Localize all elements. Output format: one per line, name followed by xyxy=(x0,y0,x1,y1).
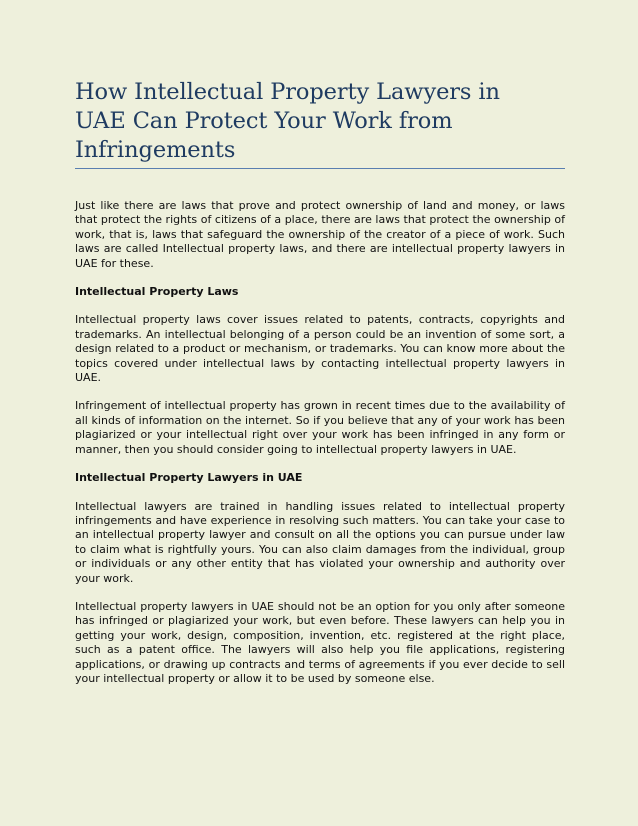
paragraph-laws-1: Intellectual property laws cover issues related to patents, contracts, copyrights and trademarks. An intellectual belonging of a person could be an invention of some sort, a design related to a product or mechanism, or trademarks. You can know more about the topics covered under intellectual laws by contacting intellectual property lawyers in UAE. xyxy=(75,313,565,385)
document-title xyxy=(75,78,565,165)
section-heading-lawyers: Intellectual Property Lawyers in UAE xyxy=(75,471,303,485)
title-underline xyxy=(75,168,565,169)
title-line-1: How Intellectual Property Lawyers in xyxy=(75,79,500,105)
paragraph-lawyers-2: Intellectual property lawyers in UAE should not be an option for you only after someone has infringed or plagiarized your work, but even before. These lawyers can help you in getting your work, design, composition, invention, etc. registered at the right place, such as a patent office. The lawyers will also help you file applications, registering applications, or drawing up contracts and terms of agreements if you ever decide to sell your intellectual property or allow it to be used by someone else. xyxy=(75,599,565,685)
paragraph-lawyers-1: Intellectual lawyers are trained in handling issues related to intellectual property infringements and have experience in resolving such matters. You can take your case to an intellectual property lawyer and consult on all the options you can pursue under law to claim what is rightfully yours. You can also claim damages from the individual, group or individuals or any other entity that has violated your ownership and authority over your work. xyxy=(75,499,565,585)
section-heading-laws: Intellectual Property Laws xyxy=(75,285,239,299)
document-page xyxy=(75,78,565,700)
paragraph-laws-2: Infringement of intellectual property has grown in recent times due to the availability of all kinds of information on the internet. So if you believe that any of your work has been plagiarized or your intellectual right over your work has been infringed in any form or manner, then you should consider going to intellectual property lawyers in UAE. xyxy=(75,399,565,456)
title-line-2: UAE Can Protect Your Work from xyxy=(75,108,453,134)
title-line-3: Infringements xyxy=(75,137,236,163)
intro-paragraph: Just like there are laws that prove and protect ownership of land and money, or laws that protect the rights of citizens of a place, there are laws that protect the ownership of work, that is, laws that safeguard the ownership of the creator of a piece of work. Such laws are called Intellectual property laws, and there are intellectual property lawyers in UAE for these. xyxy=(75,199,565,270)
